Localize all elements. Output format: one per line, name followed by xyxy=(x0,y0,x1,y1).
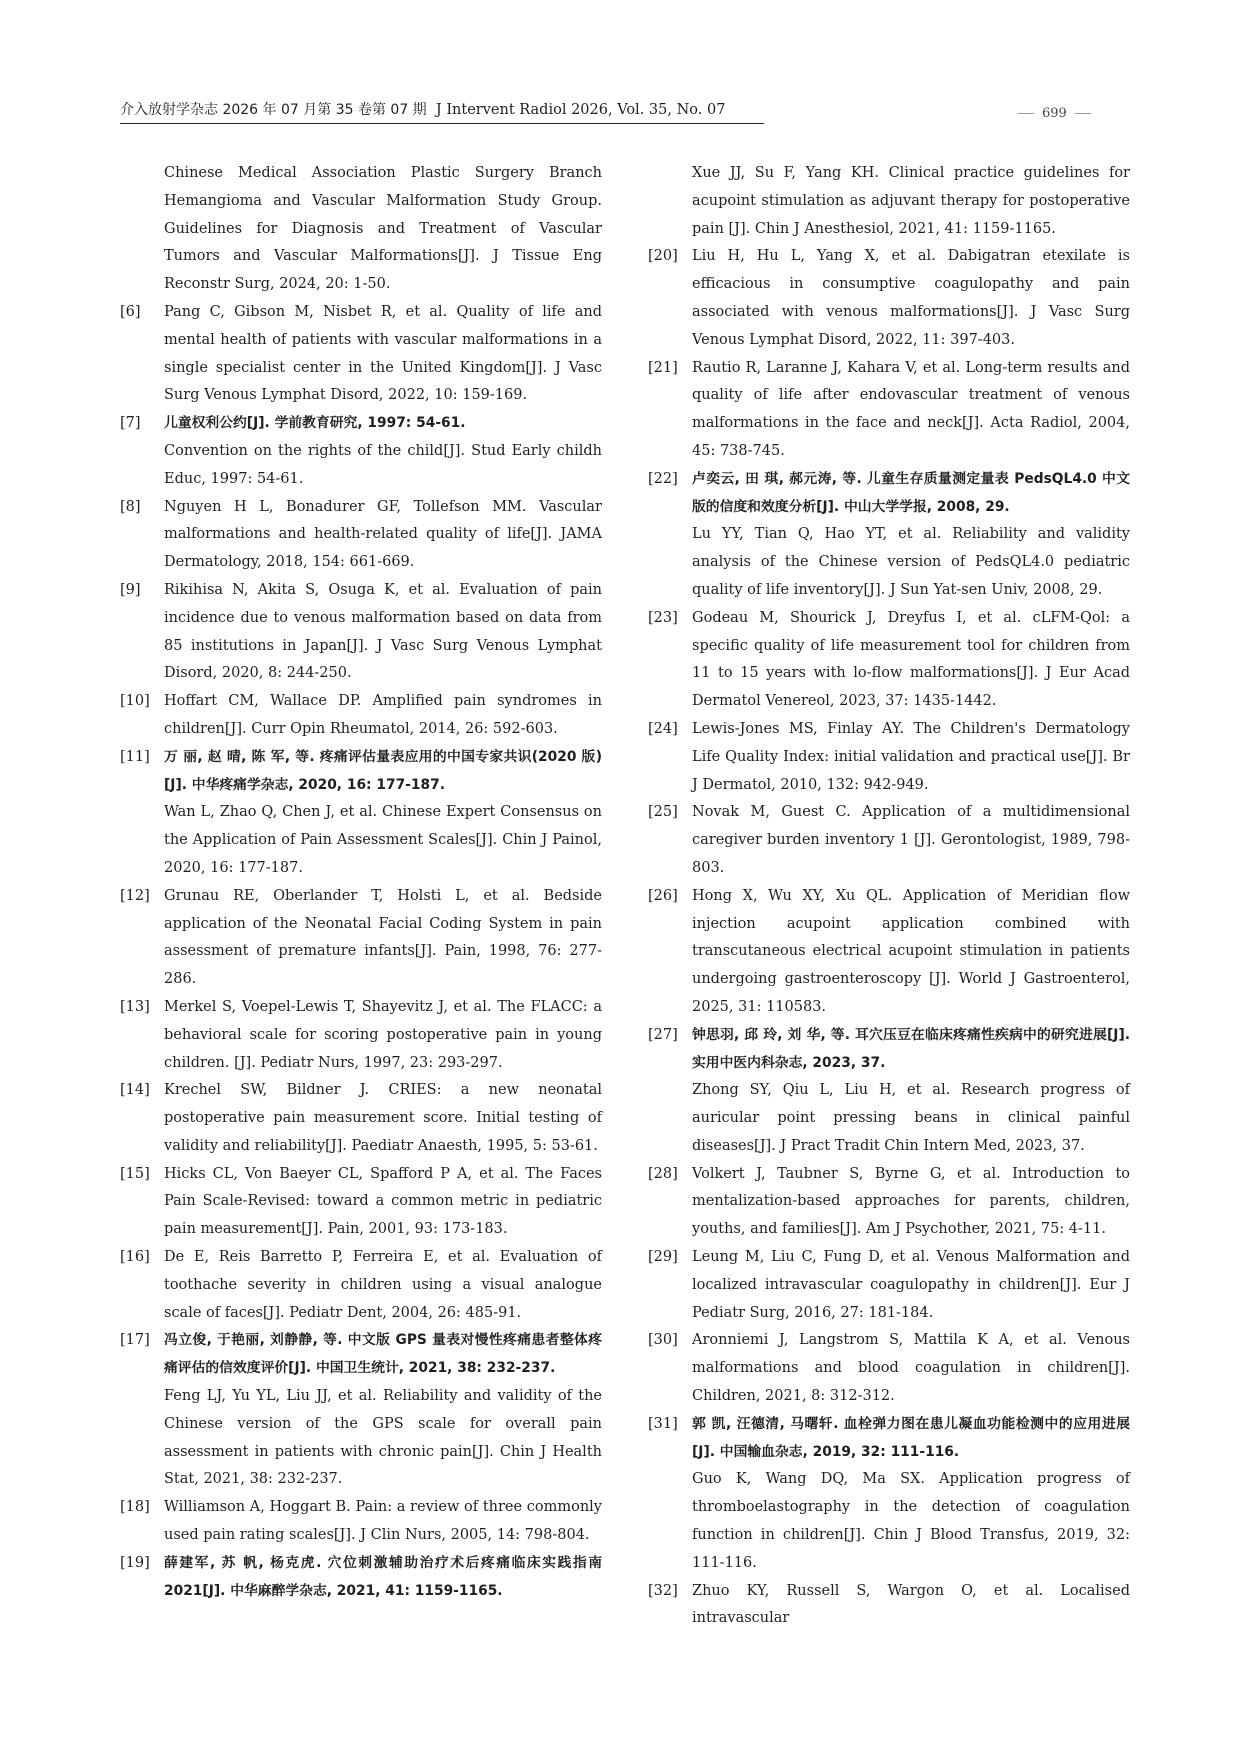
reference-number: [18] xyxy=(120,1499,150,1516)
page-number-dash-left xyxy=(1018,113,1034,114)
reference-text: Krechel SW, Bildner J. CRIES: a new neonatal postoperative pain measurement score. Initial testing of validity and reliability[J]. Paediatr Anaesth, 1995, 5: 53-61. xyxy=(164,1082,602,1154)
reference-text: Godeau M, Shourick J, Dreyfus I, et al. cLFM-Qol: a specific quality of life measurement tool for children from 11 to 15 years with lo-flow malformations[J]. J Eur Acad Dermatol Venereol, 2023, 37: 1435-1442. xyxy=(692,609,1130,710)
journal-title-cn: 介入放射学杂志 2026 年 07 月第 35 卷第 07 期 xyxy=(120,102,427,118)
reference-item xyxy=(648,1022,1130,1161)
reference-number: [20] xyxy=(648,248,678,265)
reference-number: [15] xyxy=(120,1165,150,1182)
reference-number: [22] xyxy=(648,470,678,487)
reference-text: Hicks CL, Von Baeyer CL, Spafford P A, et al. The Faces Pain Scale-Revised: toward a common metric in pediatric pain measurement[J]. Pain, 2001, 93: 173-183. xyxy=(164,1165,602,1238)
reference-number: [31] xyxy=(648,1415,678,1432)
reference-number: [8] xyxy=(120,498,141,515)
reference-number: [32] xyxy=(648,1582,678,1599)
running-header xyxy=(120,100,764,124)
reference-text: Nguyen H L, Bonadurer GF, Tollefson MM. Vascular malformations and health-related quality of life[J]. JAMA Dermatology, 2018, 154: 661-669. xyxy=(164,498,602,571)
reference-item xyxy=(120,160,602,299)
reference-number: [9] xyxy=(120,581,141,598)
reference-number: [21] xyxy=(648,359,678,376)
reference-item xyxy=(648,1161,1130,1244)
reference-text: Grunau RE, Oberlander T, Holsti L, et al. Bedside application of the Neonatal Facial Coding System in pain assessment of premature infants[J]. Pain, 1998, 76: 277-286. xyxy=(164,887,602,988)
reference-number: [30] xyxy=(648,1332,678,1349)
reference-text: Volkert J, Taubner S, Byrne G, et al. Introduction to mentalization-based approaches for parents, children, youths, and families[J]. Am J Psychother, 2021, 75: 4-11. xyxy=(692,1165,1130,1238)
reference-text-cn: 郭 凯, 汪德清, 马曙轩. 血栓弹力图在患儿凝血功能检测中的应用进展[J]. 中国输血杂志, 2019, 32: 111-116. xyxy=(692,1415,1130,1460)
reference-number: [25] xyxy=(648,804,678,821)
page-number-dash-right xyxy=(1075,113,1091,114)
reference-number: [16] xyxy=(120,1249,150,1266)
reference-item xyxy=(120,994,602,1077)
reference-number: [29] xyxy=(648,1249,678,1266)
reference-item xyxy=(120,744,602,883)
reference-number: [6] xyxy=(120,303,141,320)
reference-item xyxy=(120,1161,602,1244)
reference-text: Liu H, Hu L, Yang X, et al. Dabigatran etexilate is efficacious in consumptive coagulopathy and pain associated with venous malformations[J]. J Vasc Surg Venous Lymphat Disord, 2022, 11: 397-403. xyxy=(692,248,1130,348)
journal-title-en: J Intervent Radiol 2026, Vol. 35, No. 07 xyxy=(435,102,726,118)
reference-text-cn: 儿童权利公约[J]. 学前教育研究, 1997: 54-61. xyxy=(164,415,466,432)
reference-item xyxy=(120,577,602,688)
reference-text: Novak M, Guest C. Application of a multidimensional caregiver burden inventory 1 [J]. Gerontologist, 1989, 798-803. xyxy=(692,804,1130,876)
reference-text: Convention on the rights of the child[J]. Stud Early childh Educ, 1997: 54-61. xyxy=(164,442,602,487)
reference-text: Lu YY, Tian Q, Hao YT, et al. Reliability and validity analysis of the Chinese version of PedsQL4.0 pediatric quality of life inventory[J]. J Sun Yat-sen Univ, 2008, 29. xyxy=(692,526,1130,598)
reference-item xyxy=(648,799,1130,882)
page-number: 699 xyxy=(1042,106,1067,121)
reference-item xyxy=(648,160,1130,243)
reference-text-cn: 万 丽, 赵 晴, 陈 军, 等. 疼痛评估量表应用的中国专家共识(2020 版)[J]. 中华疼痛学杂志, 2020, 16: 177-187. xyxy=(164,748,602,793)
reference-text: Guo K, Wang DQ, Ma SX. Application progress of thromboelastography in the detection of coagulation function in children[J]. Chin J Blood Transfus, 2019, 32: 111-116. xyxy=(692,1471,1130,1571)
reference-text: Wan L, Zhao Q, Chen J, et al. Chinese Expert Consensus on the Application of Pain Assessment Scales[J]. Chin J Painol, 2020, 16: 177-187. xyxy=(164,804,602,876)
reference-number: [19] xyxy=(120,1554,150,1571)
reference-item xyxy=(120,1244,602,1327)
reference-number: [10] xyxy=(120,693,150,710)
reference-text: Leung M, Liu C, Fung D, et al. Venous Malformation and localized intravascular coagulopathy in children[J]. Eur J Pediatr Surg, 2016, 27: 181-184. xyxy=(692,1249,1130,1321)
reference-text-cn: 薛建军, 苏 帆, 杨克虎. 穴位刺激辅助治疗术后疼痛临床实践指南 2021[J]. 中华麻醉学杂志, 2021, 41: 1159-1165. xyxy=(164,1554,602,1599)
reference-text: Pang C, Gibson M, Nisbet R, et al. Quality of life and mental health of patients with vascular malformations in a single specialist center in the United Kingdom[J]. J Vasc Surg Venous Lymphat Disord, 2022, 10: 159-169. xyxy=(164,303,602,404)
reference-item xyxy=(648,466,1130,605)
reference-number: [24] xyxy=(648,720,678,737)
reference-item xyxy=(648,243,1130,354)
reference-text: Rikihisa N, Akita S, Osuga K, et al. Evaluation of pain incidence due to venous malformation based on data from 85 institutions in Japan[J]. J Vasc Surg Venous Lymphat Disord, 2020, 8: 244-250. xyxy=(164,581,602,682)
reference-number: [13] xyxy=(120,998,150,1015)
reference-item xyxy=(120,1077,602,1160)
reference-number: [28] xyxy=(648,1165,678,1182)
reference-number: [11] xyxy=(120,748,150,765)
reference-text: Zhong SY, Qiu L, Liu H, et al. Research progress of auricular point pressing beans in clinical painful diseases[J]. J Pract Tradit Chin Intern Med, 2023, 37. xyxy=(692,1082,1130,1154)
reference-number: [12] xyxy=(120,887,150,904)
reference-text: Xue JJ, Su F, Yang KH. Clinical practice guidelines for acupoint stimulation as adjuvant therapy for postoperative pain [J]. Chin J Anesthesiol, 2021, 41: 1159-1165. xyxy=(692,165,1130,237)
reference-item xyxy=(648,1411,1130,1578)
reference-item xyxy=(120,1327,602,1494)
reference-item xyxy=(120,1550,602,1606)
reference-item xyxy=(120,688,602,744)
reference-text: Rautio R, Laranne J, Kahara V, et al. Long-term results and quality of life after endovascular treatment of venous malformations in the face and neck[J]. Acta Radiol, 2004, 45: 738-745. xyxy=(692,359,1130,459)
reference-text-cn: 钟思羽, 邱 玲, 刘 华, 等. 耳穴压豆在临床疼痛性疾病中的研究进展[J]. 实用中医内科杂志, 2023, 37. xyxy=(692,1026,1130,1071)
reference-number: [7] xyxy=(120,415,141,432)
reference-number: [17] xyxy=(120,1332,150,1349)
reference-text: Aronniemi J, Langstrom S, Mattila K A, et al. Venous malformations and blood coagulation in children[J]. Children, 2021, 8: 312-312. xyxy=(692,1332,1130,1405)
reference-item xyxy=(120,494,602,577)
reference-item xyxy=(648,883,1130,1022)
reference-text: Merkel S, Voepel-Lewis T, Shayevitz J, et al. The FLACC: a behavioral scale for scoring postoperative pain in young children. [J]. Pediatr Nurs, 1997, 23: 293-297. xyxy=(164,998,602,1071)
reference-text: Chinese Medical Association Plastic Surgery Branch Hemangioma and Vascular Malformation Study Group. Guidelines for Diagnosis and Treatment of Vascular Tumors and Vascular Malformations[J]. J Tissue Eng Reconstr Surg, 2024, 20: 1-50. xyxy=(164,165,602,293)
reference-item xyxy=(120,1494,602,1550)
reference-text-cn: 卢奕云, 田 琪, 郝元涛, 等. 儿童生存质量测定量表 PedsQL4.0 中文版的信度和效度分析[J]. 中山大学学报, 2008, 29. xyxy=(692,470,1130,515)
reference-item xyxy=(648,1244,1130,1327)
reference-item xyxy=(648,355,1130,466)
reference-text: Lewis-Jones MS, Finlay AY. The Children's Dermatology Life Quality Index: initial validation and practical use[J]. Br J Dermatol, 2010, 132: 942-949. xyxy=(692,720,1130,793)
reference-number: [26] xyxy=(648,887,678,904)
reference-text-cn: 冯立俊, 于艳丽, 刘静静, 等. 中文版 GPS 量表对慢性疼痛患者整体疼痛评估的信效度评价[J]. 中国卫生统计, 2021, 38: 232-237. xyxy=(164,1332,602,1377)
reference-column-right xyxy=(648,160,1130,1633)
reference-column-left xyxy=(120,160,602,1605)
reference-text: Zhuo KY, Russell S, Wargon O, et al. Localised intravascular xyxy=(692,1582,1130,1627)
reference-item xyxy=(648,1327,1130,1410)
reference-text: Hoffart CM, Wallace DP. Amplified pain syndromes in children[J]. Curr Opin Rheumatol, 2014, 26: 592-603. xyxy=(164,693,602,737)
reference-item xyxy=(120,883,602,994)
reference-item xyxy=(648,1578,1130,1634)
reference-item xyxy=(648,716,1130,799)
reference-text: Hong X, Wu XY, Xu QL. Application of Meridian flow injection acupoint application combined with transcutaneous electrical acupoint stimulation in patients undergoing gastroenteroscopy [J]. World J Gastroenterol, 2025, 31: 110583. xyxy=(692,887,1130,1015)
reference-item xyxy=(120,410,602,493)
reference-number: [14] xyxy=(120,1082,150,1099)
reference-item xyxy=(120,299,602,410)
reference-text: De E, Reis Barretto P, Ferreira E, et al. Evaluation of toothache severity in children using a visual analogue scale of faces[J]. Pediatr Dent, 2004, 26: 485-91. xyxy=(164,1249,602,1321)
reference-number: [23] xyxy=(648,609,678,626)
reference-text: Feng LJ, Yu YL, Liu JJ, et al. Reliability and validity of the Chinese version of the GPS scale for overall pain assessment in patients with chronic pain[J]. Chin J Health Stat, 2021, 38: 232-237. xyxy=(164,1388,602,1488)
reference-item xyxy=(648,605,1130,716)
reference-number: [27] xyxy=(648,1026,678,1043)
page-number-block xyxy=(1010,104,1160,124)
reference-text: Williamson A, Hoggart B. Pain: a review of three commonly used pain rating scales[J]. J Clin Nurs, 2005, 14: 798-804. xyxy=(164,1499,602,1544)
